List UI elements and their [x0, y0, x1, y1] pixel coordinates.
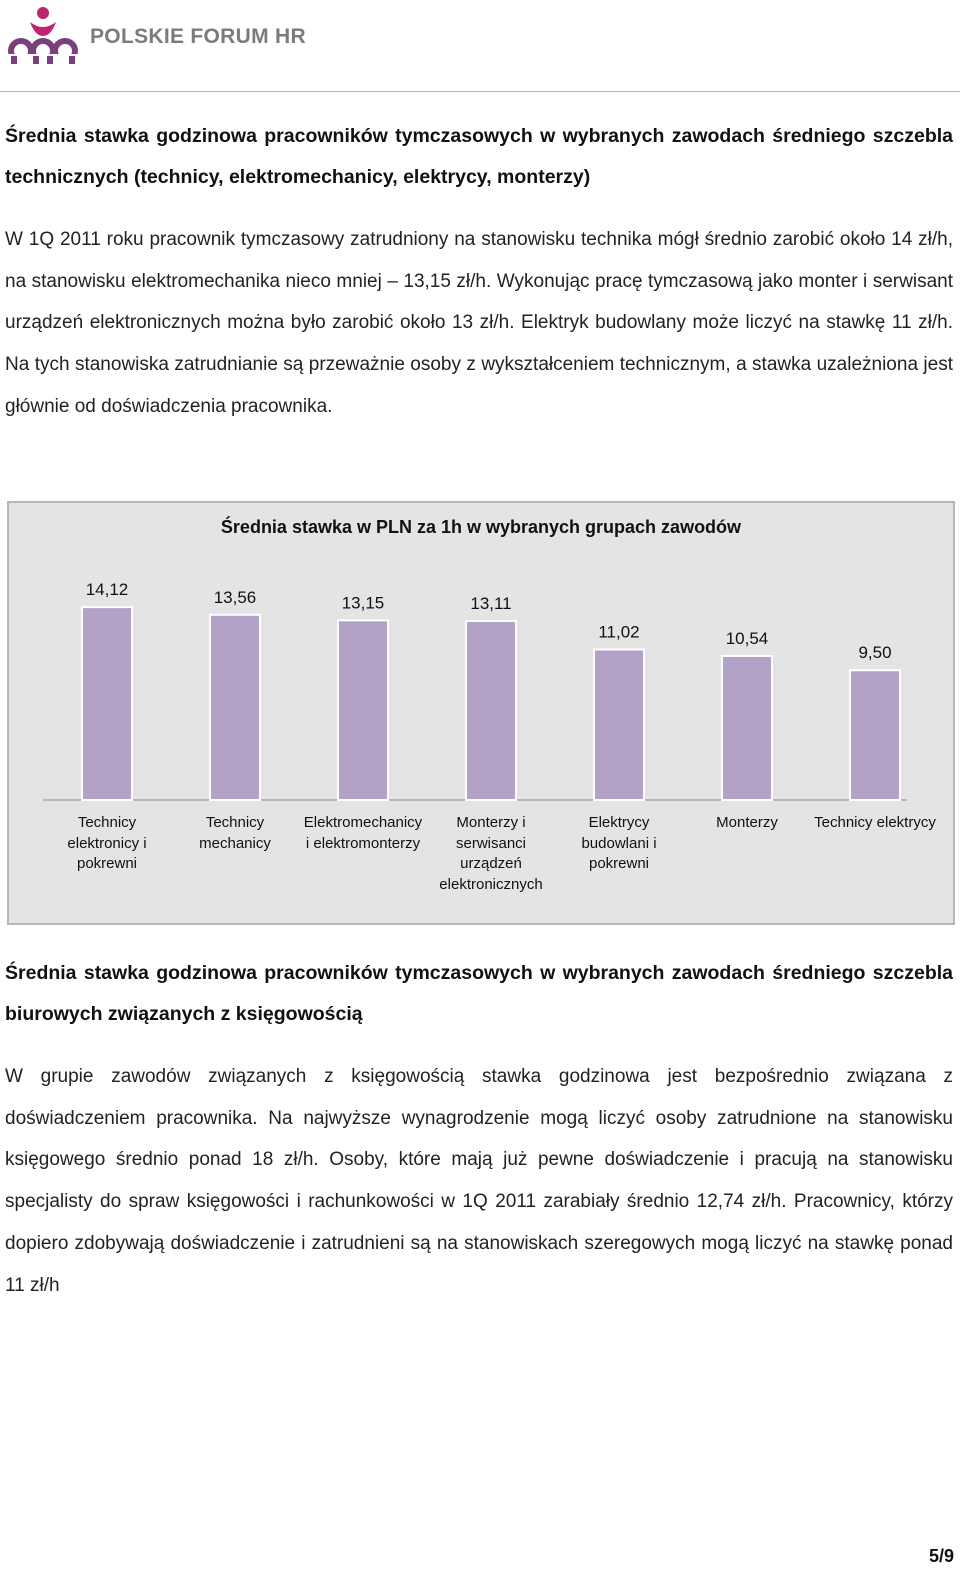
bar-value-label-0: 14,12: [85, 580, 129, 600]
bar-value-label-5: 10,54: [725, 629, 769, 649]
category-label-3: Monterzy i serwisanci urządzeń elektronicznych: [439, 814, 543, 893]
bar-value-label-2: 13,15: [341, 593, 385, 613]
category-label-5: Monterzy: [716, 814, 778, 831]
bar-2: [338, 620, 388, 800]
category-label-6: Technicy elektrycy: [814, 814, 936, 831]
bar-value-label-3: 13,11: [470, 593, 512, 613]
logo-text: POLSKIE FORUM HR: [90, 25, 306, 48]
category-label-2: Elektromechanicy i elektromonterzy: [303, 814, 423, 852]
header-divider: [0, 91, 960, 92]
bar-5: [722, 656, 772, 800]
polskie-forum-hr-logo-icon: [6, 6, 80, 68]
category-label-1: Technicy mechanicy: [199, 814, 271, 852]
page-number: 5/9: [928, 1546, 954, 1566]
bar-value-label-4: 11,02: [598, 622, 640, 642]
category-label-4: Elektrycy budowlani i pokrewni: [581, 814, 657, 872]
paragraph-accounting: W grupie zawodów związanych z księgowością stawka godzinowa jest bezpośrednio związana z doświadczeniem pracownika. Na najwyższe wynagrodzenie mogą liczyć osoby zatrudnione na stanowisku księgowego średnio ponad 18 zł/h. Osoby, które mają już pewne doświadczenie i pracują na stanowisku specjalisty do spraw księgowości i rachunkowości w 1Q 2011 zarabiały średnio 12,74 zł/h. Pracownicy, którzy dopiero zdobywają doświadczenie i zatrudnieni są na stanowiskach szeregowych mogą liczyć na stawkę ponad 11 zł/h: [5, 1066, 953, 1296]
bar-value-label-1: 13,56: [213, 587, 257, 607]
bar-0: [82, 607, 132, 800]
bar-3: [466, 621, 516, 800]
bar-chart: [7, 501, 955, 925]
bar-1: [210, 615, 260, 800]
paragraph-technical: W 1Q 2011 roku pracownik tymczasowy zatrudniony na stanowisku technika mógł średnio zarobić około 14 zł/h, na stanowisku elektromechanika nieco mniej – 13,15 zł/h. Wykonując pracę tymczasową jako monter i serwisant urządzeń elektronicznych można było zarobić około 13 zł/h. Elektryk budowlany może liczyć na stawkę 11 zł/h. Na tych stanowiska zatrudnianie są przeważnie osoby z wykształceniem technicznym, a stawka uzależniona jest głównie od doświadczenia pracownika.: [5, 229, 953, 417]
bar-value-label-6: 9,50: [858, 643, 892, 663]
page-header: [0, 0, 960, 90]
section-title-accounting: Średnia stawka godzinowa pracowników tymczasowych w wybranych zawodach średniego szczebla biurowych związanych z księgowością: [5, 962, 953, 1025]
bar-6: [850, 670, 900, 800]
section-title-technical: Średnia stawka godzinowa pracowników tymczasowych w wybranych zawodach średniego szczebla technicznych (technicy, elektromechanicy, elektrycy, monterzy): [5, 125, 953, 188]
chart-title: Średnia stawka w PLN za 1h w wybranych grupach zawodów: [220, 517, 742, 537]
category-label-0: Technicy elektronicy i pokrewni: [67, 814, 147, 872]
bar-4: [594, 649, 644, 800]
